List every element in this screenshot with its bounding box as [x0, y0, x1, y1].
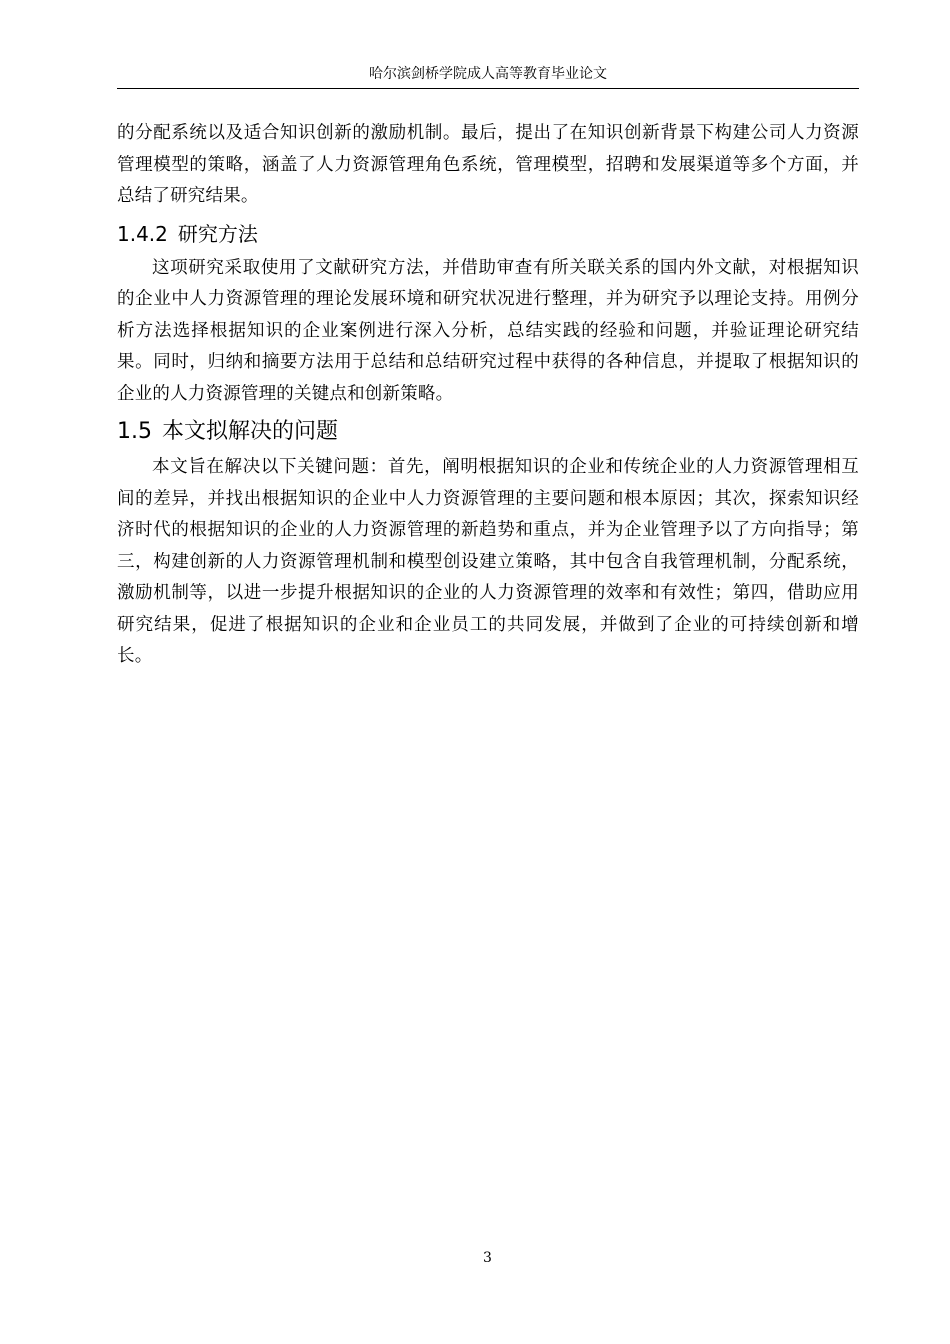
paragraph-problems: 本文旨在解决以下关键问题：首先，阐明根据知识的企业和传统企业的人力资源管理相互间的差异，并找出根据知识的企业中人力资源管理的主要问题和根本原因；其次，探索知识经济时代的根据知识的企业的人力资源管理的新趋势和重点，并为企业管理予以了方向指导；第三，构建创新的人力资源管理机制和模型创设建立策略，其中包含自我管理机制，分配系统，激励机制等，以进一步提升根据知识的企业的人力资源管理的效率和有效性；第四，借助应用研究结果，促进了根据知识的企业和企业员工的共同发展，并做到了企业的可持续创新和增长。	[117, 457, 859, 666]
page-header-title: 哈尔滨剑桥学院成人高等教育毕业论文	[369, 66, 607, 82]
section-heading-1-5	[117, 416, 859, 448]
paragraph-research-method: 这项研究采取使用了文献研究方法，并借助审查有所关联关系的国内外文献，对根据知识的企业中人力资源管理的理论发展环境和研究状况进行整理，并为研究予以理论支持。用例分析方法选择根据知识的企业案例进行深入分析，总结实践的经验和问题，并验证理论研究结果。同时，归纳和摘要方法用于总结和总结研究过程中获得的各种信息，并提取了根据知识的企业的人力资源管理的关键点和创新策略。	[117, 257, 859, 404]
section-number: 1.4.2	[117, 221, 168, 246]
paragraph-continuation: 的分配系统以及适合知识创新的激励机制。最后，提出了在知识创新背景下构建公司人力资源管理模型的策略，涵盖了人力资源管理角色系统，管理模型，招聘和发展渠道等多个方面，并总结了研究结果。	[117, 123, 859, 206]
section-title: 研究方法	[177, 221, 258, 246]
page-body	[117, 118, 859, 673]
section-number: 1.5	[117, 419, 152, 444]
page-number: 3	[483, 1250, 492, 1266]
section-heading-1-4-2	[117, 219, 859, 249]
header-divider	[117, 88, 859, 89]
section-title: 本文拟解决的问题	[162, 419, 339, 444]
